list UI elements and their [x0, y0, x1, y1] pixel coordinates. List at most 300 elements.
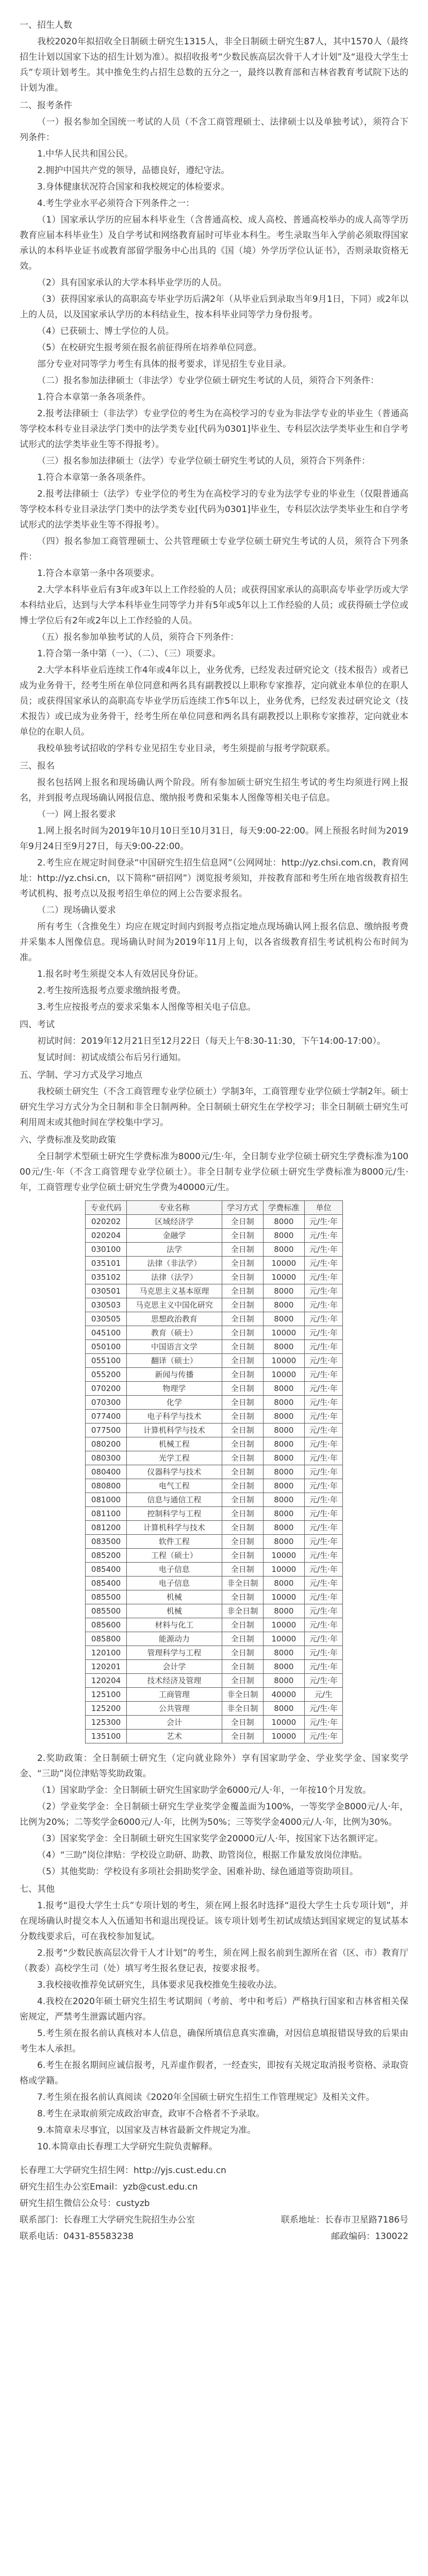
cell-mode: 全日制	[222, 1465, 263, 1479]
paragraph: 报名包括网上报名和现场确认两个阶段。所有参加硕士研究生招生考试的考生均须进行网上报名，并到报考点现场确认网报信息、缴纳报考费和采集本人图像等相关电子信息。	[20, 777, 408, 803]
cell-unit: 元/生·年	[304, 1563, 342, 1577]
cell-major: 计算机科学与技术	[127, 1423, 222, 1437]
subsection-title: （三）报名参加法律硕士（法学）专业学位硕士研究生考试的人员，须符合下列条件：	[37, 456, 370, 466]
cell-unit: 元/生·年	[304, 1423, 342, 1437]
wechat-account: custyzb	[116, 2198, 150, 2209]
requirement-item: 1.符合第一条中第（一）、（二）、（三）项要求。	[37, 649, 221, 659]
cell-major: 马克思主义基本原理	[127, 1284, 222, 1298]
subsection-title: （四）报名参加工商管理硕士、公共管理硕士专业学位硕士研究生考试的人员，须符合下列条件：	[20, 536, 408, 562]
cell-unit: 元/生·年	[304, 1215, 342, 1229]
other-item: 2.报考“少数民族高层次骨干人才计划”的考生，须在网上报名前到生源所在省（区、市）教育厅（教委）高校学生司（处）填写考生报名登记表，按要求报考。	[20, 1948, 408, 1974]
cell-unit: 元/生·年	[304, 1549, 342, 1563]
cell-major: 翻译（硕士）	[127, 1354, 222, 1368]
office-text: 联系部门：长春理工大学研究生院招生办公室	[20, 2215, 195, 2225]
cell-mode: 全日制	[222, 1632, 263, 1646]
section-requirements	[20, 98, 408, 756]
cell-unit: 元/生·年	[304, 1243, 342, 1257]
email-label: 研究生招生办公室Email：	[20, 2182, 123, 2192]
address-text: 联系地址：长春市卫星路7186号	[281, 2215, 408, 2225]
cell-code: 120204	[86, 1674, 127, 1688]
cell-unit: 元/生·年	[304, 1730, 342, 1743]
table-row	[86, 1340, 343, 1354]
cell-mode: 全日制	[222, 1535, 263, 1549]
column-header-mode: 学习方式	[222, 1201, 263, 1215]
paragraph: 我校单独考试招收的学科专业见招生专业目录，考生须提前与报考学院联系。	[37, 743, 335, 754]
cell-code: 030505	[86, 1312, 127, 1326]
cell-fee: 8000	[263, 1521, 304, 1535]
table-row	[86, 1215, 343, 1229]
registration-item: 1.网上报名时间为2019年10月10日至10月31日，每天9:00-22:00。网上预报名时间为2019年9月24日至9月27日，每天9:00-22:00。	[20, 826, 408, 852]
cell-code: 125100	[86, 1688, 127, 1702]
table-row	[86, 1326, 343, 1340]
cell-unit: 元/生·年	[304, 1493, 342, 1507]
other-item: 7.考生须在报名前认真阅读《2020年全国硕士研究生招生工作管理规定》及相关文件。	[37, 2092, 375, 2103]
paragraph: 我校硕士研究生（不含工商管理专业学位硕士）学制3年，工商管理专业学位硕士学制2年。硕士研究生学习方式分为全日制和非全日制两种。全日制硕士研究生在学校学习；非全日制硕士研究生可利用周末或其他时间在学校集中学习。	[20, 1087, 408, 1128]
table-row	[86, 1618, 343, 1632]
cell-unit: 元/生·年	[304, 1507, 342, 1521]
cell-code: 020204	[86, 1229, 127, 1243]
cell-mode: 全日制	[222, 1396, 263, 1410]
cell-mode: 全日制	[222, 1549, 263, 1563]
table-row	[86, 1660, 343, 1674]
cell-fee: 10000	[263, 1563, 304, 1577]
table-row	[86, 1270, 343, 1284]
table-row	[86, 1479, 343, 1493]
table-row	[86, 1396, 343, 1410]
cell-major: 新闻与传播	[127, 1368, 222, 1382]
cell-fee: 8000	[263, 1674, 304, 1688]
cell-mode: 非全日制	[222, 1604, 263, 1618]
cell-unit: 元/生·年	[304, 1270, 342, 1284]
cell-code: 125300	[86, 1716, 127, 1730]
cell-major: 区域经济学	[127, 1215, 222, 1229]
cell-mode: 全日制	[222, 1590, 263, 1604]
subsection-title: （五）报名参加单独考试的人员，须符合下列条件：	[37, 632, 239, 642]
requirement-item: 2.大学本科毕业后有3年或3年以上工作经验的人员；或获得国家承认的高职高专毕业学历或大学本科结业后，达到与大学本科毕业生同等学力并有5年或5年以上工作经验的人员；或获得硕士学位或博士学位后有2年或2年以上工作经验的人员。	[20, 585, 408, 626]
cell-code: 085400	[86, 1577, 127, 1590]
cell-fee: 8000	[263, 1229, 304, 1243]
table-row	[86, 1423, 343, 1437]
cell-major: 信息与通信工程	[127, 1493, 222, 1507]
cell-unit: 元/生·年	[304, 1577, 342, 1590]
other-item: 10.本简章由长春理工大学研究生院负责解释。	[37, 2142, 218, 2152]
table-row	[86, 1284, 343, 1298]
cell-fee: 8000	[263, 1423, 304, 1437]
cell-major: 控制科学与工程	[127, 1507, 222, 1521]
cell-unit: 元/生·年	[304, 1257, 342, 1270]
table-row	[86, 1716, 343, 1730]
cell-code: 020202	[86, 1215, 127, 1229]
table-row	[86, 1521, 343, 1535]
cell-major: 电子信息	[127, 1577, 222, 1590]
contact-info	[20, 2163, 408, 2244]
cell-fee: 8000	[263, 1479, 304, 1493]
cell-code: 085600	[86, 1618, 127, 1632]
cell-major: 中国语言文学	[127, 1340, 222, 1354]
cell-code: 080400	[86, 1465, 127, 1479]
cell-code: 030100	[86, 1243, 127, 1257]
cell-major: 金融学	[127, 1229, 222, 1243]
other-item: 5.考生须在报名前认真核对本人信息，确保所填信息真实准确，对因信息填报错误导致的后果由考生本人承担。	[20, 2028, 408, 2054]
cell-code: 030503	[86, 1298, 127, 1312]
other-item: 1.报考“退役大学生士兵”专项计划的考生，须在网上报名时选择“退役大学生士兵专项计划”，并在现场确认时提交本人入伍通知书和退出现役证。该专项计划考生初试成绩达到国家规定的复试基本分数线要求后，可在我校参加复试。	[20, 1901, 408, 1942]
cell-fee: 10000	[263, 1326, 304, 1340]
cell-unit: 元/生·年	[304, 1590, 342, 1604]
cell-fee: 10000	[263, 1257, 304, 1270]
cell-major: 思想政治教育	[127, 1312, 222, 1326]
cell-major: 电子信息	[127, 1563, 222, 1577]
cell-fee: 8000	[263, 1340, 304, 1354]
requirement-item: （3）获得国家承认的高职高专毕业学历后满2年（从毕业后到录取当年9月1日，下同）或2年以上的人员，以及国家承认学历的本科结业生，按本科毕业同等学力身份报考。	[20, 294, 408, 320]
cell-unit: 元/生·年	[304, 1604, 342, 1618]
section-title: 一、招生人数	[20, 20, 72, 30]
cell-mode: 全日制	[222, 1618, 263, 1632]
cell-mode: 全日制	[222, 1674, 263, 1688]
cell-fee: 8000	[263, 1465, 304, 1479]
cell-fee: 10000	[263, 1354, 304, 1368]
cell-mode: 全日制	[222, 1451, 263, 1465]
other-item: 6.考生在报名期间应诚信报考，凡弄虚作假者，一经查实，即按有关规定取消报考资格、录取资格或学籍。	[20, 2060, 408, 2086]
requirement-item: 2.大学本科毕业后连续工作4年或4年以上，业务优秀，已经发表过研究论文（技术报告）或者已成为业务骨干，经考生所在单位同意和两名具有副教授以上职称专家推荐，定向就业本单位的在职人员；或获得国家承认的高职高专毕业学历后连续工作5年以上，业务优秀，已经发表过研究论文（技术报告）或已成为业务骨干，经考生所在单位同意和两名具有副教授以上职称专家推荐，定向就业本单位的在职人员。	[20, 665, 408, 737]
cell-fee: 10000	[263, 1270, 304, 1284]
retest-date: 复试时间：初试成绩公布后另行通知。	[37, 1053, 186, 1063]
cell-code: 083500	[86, 1535, 127, 1549]
aid-item: （4）“三助”岗位津贴：学校设立助研、助教、助管岗位，根据工作量发放岗位津贴。	[37, 1850, 368, 1860]
other-item: 3.我校接收推荐免试研究生，具体要求见我校推免生接收办法。	[37, 1980, 283, 1990]
cell-code: 135100	[86, 1730, 127, 1743]
cell-code: 077400	[86, 1410, 127, 1423]
cell-unit: 元/生·年	[304, 1674, 342, 1688]
registration-item: 2.考生按所选报考点要求缴纳报考费。	[37, 986, 186, 996]
cell-unit: 元/生·年	[304, 1326, 342, 1340]
cell-major: 仪器科学与技术	[127, 1465, 222, 1479]
table-row	[86, 1243, 343, 1257]
requirement-item: （1）国家承认学历的应届本科毕业生（含普通高校、成人高校、普通高校举办的成人高等学历教育应届本科毕业生）及自学考试和网络教育届时可毕业本科生。考生录取当年入学前必须取得国家承认的本科毕业证书或教育部留学服务中心出具的《国（境）外学历学位认证书》，否则录取资格无效。	[20, 215, 408, 272]
cell-code: 045100	[86, 1326, 127, 1340]
section-registration	[20, 758, 408, 1015]
table-row	[86, 1382, 343, 1396]
email-link[interactable]: yzb@cust.edu.cn	[123, 2182, 198, 2192]
table-row	[86, 1632, 343, 1646]
cell-major: 公共管理	[127, 1702, 222, 1716]
table-row	[86, 1702, 343, 1716]
cell-major: 法律（法学）	[127, 1270, 222, 1284]
subsection-title: （一）报名参加全国统一考试的人员（不含工商管理硕士、法律硕士以及单独考试），须符合下列条件：	[20, 117, 408, 143]
cell-code: 050100	[86, 1340, 127, 1354]
table-row	[86, 1688, 343, 1702]
cell-fee: 10000	[263, 1618, 304, 1632]
cell-unit: 元/生·年	[304, 1340, 342, 1354]
table-row	[86, 1451, 343, 1465]
cell-code: 080300	[86, 1451, 127, 1465]
cell-mode: 全日制	[222, 1368, 263, 1382]
cell-fee: 8000	[263, 1702, 304, 1716]
cell-code: 085400	[86, 1563, 127, 1577]
cell-unit: 元/生·年	[304, 1298, 342, 1312]
cell-fee: 8000	[263, 1215, 304, 1229]
cell-major: 物理学	[127, 1382, 222, 1396]
table-row	[86, 1590, 343, 1604]
requirement-item: 1.符合本章第一条各项条件。	[37, 472, 151, 483]
section-exam	[20, 1017, 408, 1065]
paragraph: 全日制学术型硕士研究生学费标准为8000元/生·年，全日制专业学位硕士研究生学费标准为10000元/生·年（不含工商管理专业学位硕士）。非全日制专业学位硕士研究生学费标准为8000元/生·年，工商管理专业学位硕士研究生学费为40000元/生。	[20, 1151, 408, 1193]
cell-unit: 元/生·年	[304, 1229, 342, 1243]
cell-unit: 元/生·年	[304, 1312, 342, 1326]
paragraph: 部分专业对同等学力考生有具体的报考要求，详见招生专业目录。	[37, 359, 291, 369]
cell-mode: 全日制	[222, 1354, 263, 1368]
requirement-item: 4.考生学业水平必须符合下列条件之一：	[37, 198, 195, 209]
section-title: 七、其他	[20, 1884, 55, 1894]
section-title: 四、考试	[20, 1020, 55, 1030]
cell-fee: 8000	[263, 1451, 304, 1465]
section-other	[20, 1882, 408, 2155]
table-row	[86, 1549, 343, 1563]
cell-code: 055200	[86, 1368, 127, 1382]
website-label: 长春理工大学研究生招生网：	[20, 2165, 134, 2176]
cell-fee: 10000	[263, 1368, 304, 1382]
cell-fee: 10000	[263, 1590, 304, 1604]
column-header-major: 专业名称	[127, 1201, 222, 1215]
aid-item: （2）学业奖学金：全日制硕士研究生学业奖学金覆盖面为100%，一等奖学金8000元/人·年，比例为20%；二等奖学金6000元/人·年，比例为50%；三等奖学金4000元/人·年，比例为30%。	[20, 1802, 408, 1827]
cell-major: 软件工程	[127, 1535, 222, 1549]
cell-major: 工程（硕士）	[127, 1549, 222, 1563]
cell-code: 070300	[86, 1396, 127, 1410]
cell-code: 125200	[86, 1702, 127, 1716]
table-row	[86, 1493, 343, 1507]
cell-unit: 元/生	[304, 1688, 342, 1702]
section-title: 六、学费标准及奖助政策	[20, 1135, 116, 1145]
cell-major: 化学	[127, 1396, 222, 1410]
cell-fee: 8000	[263, 1604, 304, 1618]
exam-date: 初试时间：2019年12月21日至12月22日（每天上午8:30-11:30，下午14:00-17:00）。	[37, 1036, 386, 1046]
cell-fee: 8000	[263, 1493, 304, 1507]
column-header-fee: 学费标准	[263, 1201, 304, 1215]
cell-mode: 非全日制	[222, 1702, 263, 1716]
table-row	[86, 1535, 343, 1549]
cell-code: 085500	[86, 1590, 127, 1604]
cell-unit: 元/生·年	[304, 1354, 342, 1368]
cell-major: 机械	[127, 1590, 222, 1604]
cell-mode: 全日制	[222, 1493, 263, 1507]
cell-fee: 8000	[263, 1243, 304, 1257]
registration-item: 1.报名时考生须提交本人有效居民身份证。	[37, 969, 204, 979]
cell-code: 085500	[86, 1604, 127, 1618]
cell-major: 教育（硕士）	[127, 1326, 222, 1340]
cell-fee: 8000	[263, 1382, 304, 1396]
cell-code: 120100	[86, 1646, 127, 1660]
table-row	[86, 1563, 343, 1577]
tuition-table-body	[86, 1215, 343, 1743]
requirement-item: （4）已获硕士、博士学位的人员。	[37, 326, 174, 336]
email-line	[20, 2179, 408, 2195]
cell-code: 120201	[86, 1660, 127, 1674]
cell-mode: 全日制	[222, 1521, 263, 1535]
table-row	[86, 1437, 343, 1451]
cell-fee: 8000	[263, 1298, 304, 1312]
section-title: 五、学制、学习方式及学习地点	[20, 1070, 142, 1080]
subsection-title: （二）现场确认要求	[37, 905, 116, 916]
cell-major: 电子科学与技术	[127, 1410, 222, 1423]
other-item: 9.本简章未尽事宜，以国家及吉林省最新文件规定为准。	[37, 2125, 256, 2136]
requirement-item: 1.中华人民共和国公民。	[37, 149, 134, 159]
cell-unit: 元/生·年	[304, 1535, 342, 1549]
cell-mode: 全日制	[222, 1507, 263, 1521]
registration-item: 3.考生应按报考点的要求采集本人图像等相关电子信息。	[37, 1002, 256, 1012]
cell-major: 会计学	[127, 1660, 222, 1674]
cell-unit: 元/生·年	[304, 1521, 342, 1535]
cell-mode: 全日制	[222, 1215, 263, 1229]
cell-major: 管理科学与工程	[127, 1646, 222, 1660]
cell-mode: 全日制	[222, 1646, 263, 1660]
cell-mode: 全日制	[222, 1284, 263, 1298]
table-header-row	[86, 1201, 343, 1215]
cell-code: 081200	[86, 1521, 127, 1535]
website-line	[20, 2163, 408, 2178]
cell-unit: 元/生·年	[304, 1646, 342, 1660]
cell-fee: 10000	[263, 1632, 304, 1646]
table-row	[86, 1507, 343, 1521]
tuition-table	[85, 1200, 343, 1743]
cell-mode: 全日制	[222, 1437, 263, 1451]
cell-fee: 8000	[263, 1312, 304, 1326]
cell-unit: 元/生·年	[304, 1382, 342, 1396]
table-row	[86, 1298, 343, 1312]
cell-mode: 全日制	[222, 1229, 263, 1243]
cell-fee: 10000	[263, 1716, 304, 1730]
subsection-title: （一）网上报名要求	[37, 809, 116, 820]
cell-major: 法学	[127, 1243, 222, 1257]
cell-major: 机械工程	[127, 1437, 222, 1451]
section-title: 二、报考条件	[20, 100, 72, 111]
column-header-unit: 单位	[304, 1201, 342, 1215]
aid-item: （1）国家助学金：全日制硕士研究生国家助学金6000元/人·年，一年按10个月发放。	[37, 1785, 371, 1795]
cell-mode: 全日制	[222, 1298, 263, 1312]
registration-item: 2.考生应在规定时间登录“中国研究生招生信息网”（公网网址：http://yz.chsi.com.cn，教育网址：http://yz.chsi.cn，以下简称“研招网”）浏览报考须知，并按教育部和考生所在地省级教育招生考试机构、报考点以及报考招生单位的网上公告要求报名。	[20, 858, 408, 899]
paragraph: 我校2020年拟招收全日制硕士研究生1315人，非全日制硕士研究生87人，其中1570人（最终招生计划以国家下达的招生计划为准）。拟招收报考“少数民族高层次骨干人才计划”及“退役大学生士兵”专项计划考生。其中推免生约占招生总数的五分之一，最终以教育部和吉林省教育考试院下达的计划为准。	[20, 37, 408, 93]
aid-item: （3）国家奖学金：全日制硕士研究生国家奖学金20000元/人·年，按国家下达名额评定。	[37, 1834, 384, 1844]
registration-item: 所有考生（含推免生）均应在规定时间内到报考点指定地点现场确认网上报名信息、缴纳报考费并采集本人图像信息。现场确认时间为2019年11月上旬，以各省级教育招生考试机构公布时间为准。	[20, 922, 408, 963]
other-item: 4.我校在2020年硕士研究生招生考试期间（考前、考中和考后）严格执行国家和吉林省相关保密规定，严禁考生泄露试题内容。	[20, 1996, 408, 2022]
cell-mode: 全日制	[222, 1312, 263, 1326]
cell-fee: 40000	[263, 1688, 304, 1702]
cell-mode: 全日制	[222, 1730, 263, 1743]
cell-major: 马克思主义中国化研究	[127, 1298, 222, 1312]
cell-code: 035101	[86, 1257, 127, 1270]
requirement-item: 2.拥护中国共产党的领导，品德良好，遵纪守法。	[37, 165, 230, 176]
cell-fee: 8000	[263, 1660, 304, 1674]
cell-major: 会计	[127, 1716, 222, 1730]
cell-code: 070200	[86, 1382, 127, 1396]
cell-fee: 8000	[263, 1284, 304, 1298]
zip-text: 邮政编码：130022	[331, 2231, 408, 2242]
cell-fee: 8000	[263, 1410, 304, 1423]
cell-unit: 元/生·年	[304, 1702, 342, 1716]
cell-unit: 元/生·年	[304, 1618, 342, 1632]
cell-unit: 元/生·年	[304, 1368, 342, 1382]
cell-major: 光学工程	[127, 1451, 222, 1465]
cell-major: 机械	[127, 1604, 222, 1618]
cell-mode: 全日制	[222, 1660, 263, 1674]
other-item: 8.考生在录取前须完成政治审查，政审不合格者不予录取。	[37, 2109, 265, 2119]
cell-unit: 元/生·年	[304, 1284, 342, 1298]
aid-item: （5）其他奖助：学校设有多项社会捐助奖学金、困难补助、绿色通道等资助项目。	[37, 1867, 358, 1877]
requirement-item: 2.报考法律硕士（法学）专业学位的考生为在高校学习的专业为法学专业的毕业生（仅限普通高等学校本科专业目录法学门类中的法学类专业[代码为0301]毕业生，专科层次法学类毕业生和自学考试形式的法学类毕业生等不得报考）。	[20, 489, 408, 530]
cell-major: 计算机科学与技术	[127, 1521, 222, 1535]
cell-major: 技术经济及管理	[127, 1674, 222, 1688]
cell-code: 080800	[86, 1479, 127, 1493]
cell-fee: 8000	[263, 1535, 304, 1549]
cell-fee: 10000	[263, 1549, 304, 1563]
cell-major: 材料与化工	[127, 1618, 222, 1632]
cell-fee: 10000	[263, 1730, 304, 1743]
section-tuition	[20, 1132, 408, 1879]
cell-mode: 全日制	[222, 1716, 263, 1730]
table-row	[86, 1410, 343, 1423]
cell-code: 055100	[86, 1354, 127, 1368]
contact-row-2	[20, 2229, 408, 2244]
subsection-title: （二）报名参加法律硕士（非法学）专业学位硕士研究生考试的人员，须符合下列条件：	[37, 376, 379, 386]
cell-major: 电气工程	[127, 1479, 222, 1493]
section-enrollment	[20, 18, 408, 96]
cell-code: 030501	[86, 1284, 127, 1298]
section-title: 三、报名	[20, 761, 55, 771]
requirement-item: （5）在校研究生报考须在报名前征得所在培养单位同意。	[37, 343, 262, 353]
contact-row-1	[20, 2212, 408, 2228]
cell-code: 081000	[86, 1493, 127, 1507]
table-row	[86, 1465, 343, 1479]
table-row	[86, 1354, 343, 1368]
cell-major: 工商管理	[127, 1688, 222, 1702]
cell-unit: 元/生·年	[304, 1465, 342, 1479]
phone-text: 联系电话：0431-85583238	[20, 2231, 134, 2242]
column-header-code: 专业代码	[86, 1201, 127, 1215]
cell-unit: 元/生·年	[304, 1437, 342, 1451]
cell-mode: 全日制	[222, 1382, 263, 1396]
cell-unit: 元/生·年	[304, 1451, 342, 1465]
table-row	[86, 1674, 343, 1688]
cell-mode: 全日制	[222, 1563, 263, 1577]
cell-mode: 全日制	[222, 1243, 263, 1257]
cell-mode: 全日制	[222, 1257, 263, 1270]
cell-unit: 元/生·年	[304, 1716, 342, 1730]
table-row	[86, 1646, 343, 1660]
table-row	[86, 1257, 343, 1270]
cell-mode: 全日制	[222, 1410, 263, 1423]
cell-fee: 8000	[263, 1507, 304, 1521]
cell-code: 081100	[86, 1507, 127, 1521]
requirement-item: （2）具有国家承认的大学本科毕业学历的人员。	[37, 278, 227, 288]
table-row	[86, 1368, 343, 1382]
cell-unit: 元/生·年	[304, 1479, 342, 1493]
wechat-line	[20, 2196, 408, 2211]
cell-mode: 非全日制	[222, 1688, 263, 1702]
cell-fee: 8000	[263, 1396, 304, 1410]
cell-major: 法律（非法学）	[127, 1257, 222, 1270]
requirement-item: 3.身体健康状况符合国家和我校规定的体检要求。	[37, 182, 230, 192]
cell-code: 085800	[86, 1632, 127, 1646]
section-study-mode	[20, 1067, 408, 1130]
cell-mode: 全日制	[222, 1340, 263, 1354]
table-row	[86, 1229, 343, 1243]
cell-unit: 元/生·年	[304, 1632, 342, 1646]
cell-mode: 全日制	[222, 1326, 263, 1340]
table-row	[86, 1312, 343, 1326]
cell-mode: 非全日制	[222, 1577, 263, 1590]
cell-unit: 元/生·年	[304, 1396, 342, 1410]
website-link[interactable]: http://yjs.cust.edu.cn	[134, 2165, 226, 2176]
table-row	[86, 1730, 343, 1743]
cell-fee: 8000	[263, 1646, 304, 1660]
